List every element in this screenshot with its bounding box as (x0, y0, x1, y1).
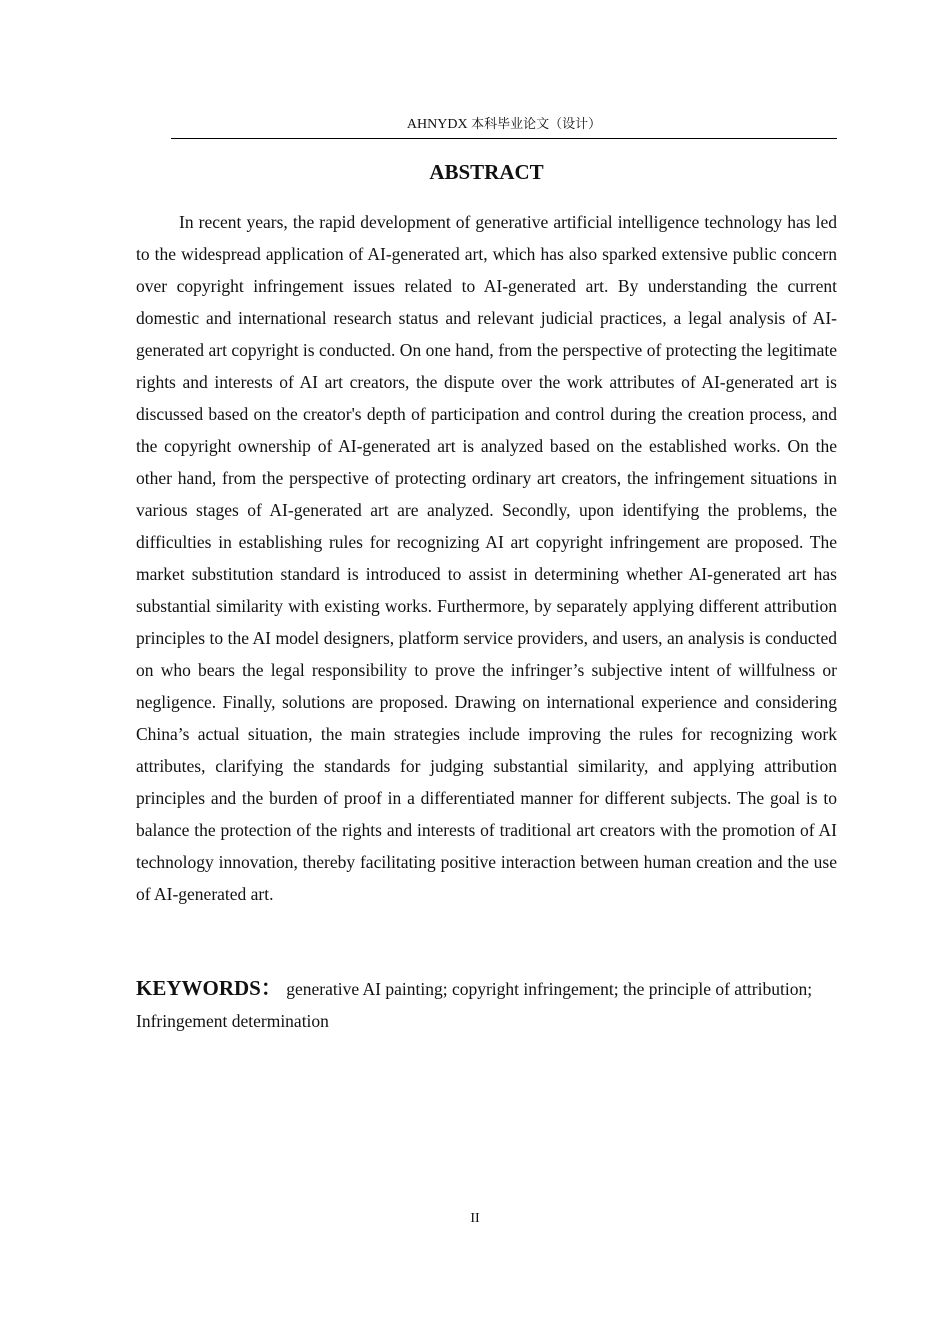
page-header (171, 116, 837, 139)
abstract-title: ABSTRACT (429, 160, 544, 184)
header-text-latin: AHNYDX (406, 117, 472, 132)
page-number: II (470, 1211, 480, 1226)
keywords-text: generative AI painting; copyright infringement; the principle of attribution; Infringement determination (136, 979, 813, 1031)
abstract-body: In recent years, the rapid development of generative artificial intelligence technology has led to the widespread application of AI-generated art, which has also sparked extensive public concern over copyright infringement issues related to AI-generated art. By understanding the current domestic and international research status and relevant judicial practices, a legal analysis of AI-generated art copyright is conducted. On one hand, from the perspective of protecting the legitimate rights and interests of AI art creators, the dispute over the work attributes of AI-generated art is discussed based on the creator's depth of participation and control during the creation process, and the copyright ownership of AI-generated art is analyzed based on the established works. On the other hand, from the perspective of protecting ordinary art creators, the infringement situations in various stages of AI-generated art are analyzed. Secondly, upon identifying the problems, the difficulties in establishing rules for recognizing AI art copyright infringement are proposed. The market substitution standard is introduced to assist in determining whether AI-generated art has substantial similarity with existing works. Furthermore, by separately applying different attribution principles to the AI model designers, platform service providers, and users, an analysis is conducted on who bears the legal responsibility to prove the infringer’s subjective intent of willfulness or negligence. Finally, solutions are proposed. Drawing on international experience and considering China’s actual situation, the main strategies include improving the rules for recognizing work attributes, clarifying the standards for judging substantial similarity, and applying attribution principles and the burden of proof in a differentiated manner for different subjects. The goal is to balance the protection of the rights and interests of traditional art creators with the promotion of AI technology innovation, thereby facilitating positive interaction between human creation and the use of AI-generated art. (136, 212, 837, 904)
keywords-paragraph (136, 972, 837, 1037)
header-text-cjk: 本科毕业论文（设计） (471, 117, 602, 132)
keywords-label: KEYWORDS： (136, 976, 282, 1000)
